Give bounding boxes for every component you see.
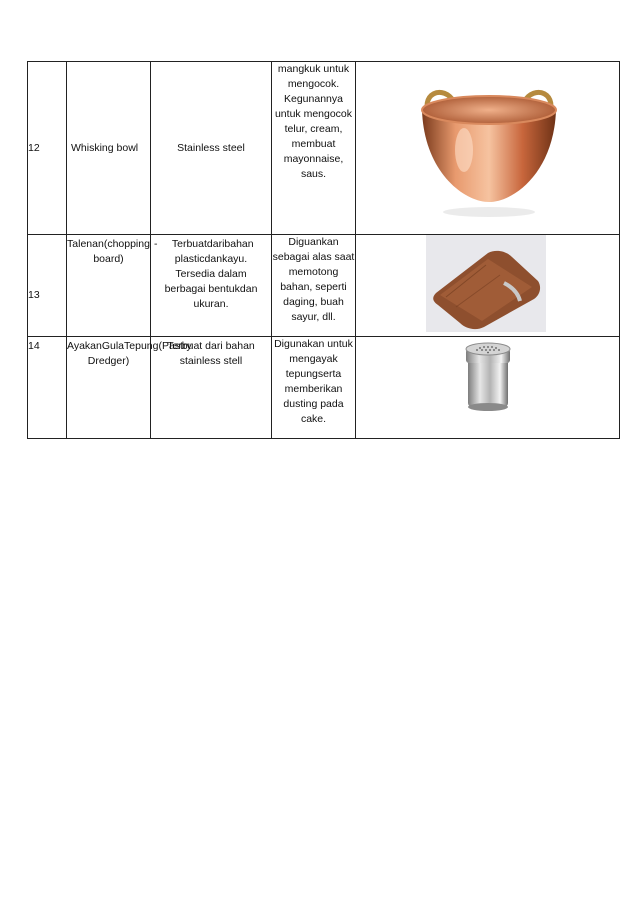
pastry-dredger-image <box>448 337 528 417</box>
tool-name: Talenan(chopping board) <box>67 235 151 337</box>
tool-material <box>151 235 272 337</box>
tool-use: mangkuk untuk mengocok. Kegunannya untuk mengocok telur, cream, membuat mayonnaise, saus. <box>272 62 356 235</box>
tools-table <box>27 61 620 439</box>
row-number: 13 <box>28 235 67 337</box>
tool-name: Whisking bowl <box>67 62 151 235</box>
material-dash: - <box>154 238 158 250</box>
tool-material: Stainless steel <box>151 62 272 235</box>
row-number: 12 <box>28 62 67 235</box>
tool-image-cell <box>356 62 620 235</box>
tool-image-cell <box>356 337 620 439</box>
table-row <box>28 62 620 235</box>
tool-use: Digunakan untuk mengayak tepungserta memberikan dusting pada cake. <box>272 337 356 439</box>
row-number: 14 <box>28 337 67 439</box>
tool-use: Diguankan sebagai alas saat memotong bahan, seperti daging, buah sayur, dll. <box>272 235 356 337</box>
copper-bowl-image <box>404 62 574 234</box>
material-line: Terbuatdaribahan plasticdankayu. <box>171 238 254 265</box>
tool-name: AyakanGulaTepung(Pastry Dredger) <box>67 337 151 439</box>
table-row <box>28 235 620 337</box>
material-line: Tersedia dalam berbagai bentukdan ukuran. <box>164 268 258 310</box>
tool-image-cell <box>356 235 620 337</box>
chopping-board-image <box>426 235 546 332</box>
tool-material: Terbuat dari bahan stainless stell <box>151 337 272 439</box>
table-row <box>28 337 620 439</box>
